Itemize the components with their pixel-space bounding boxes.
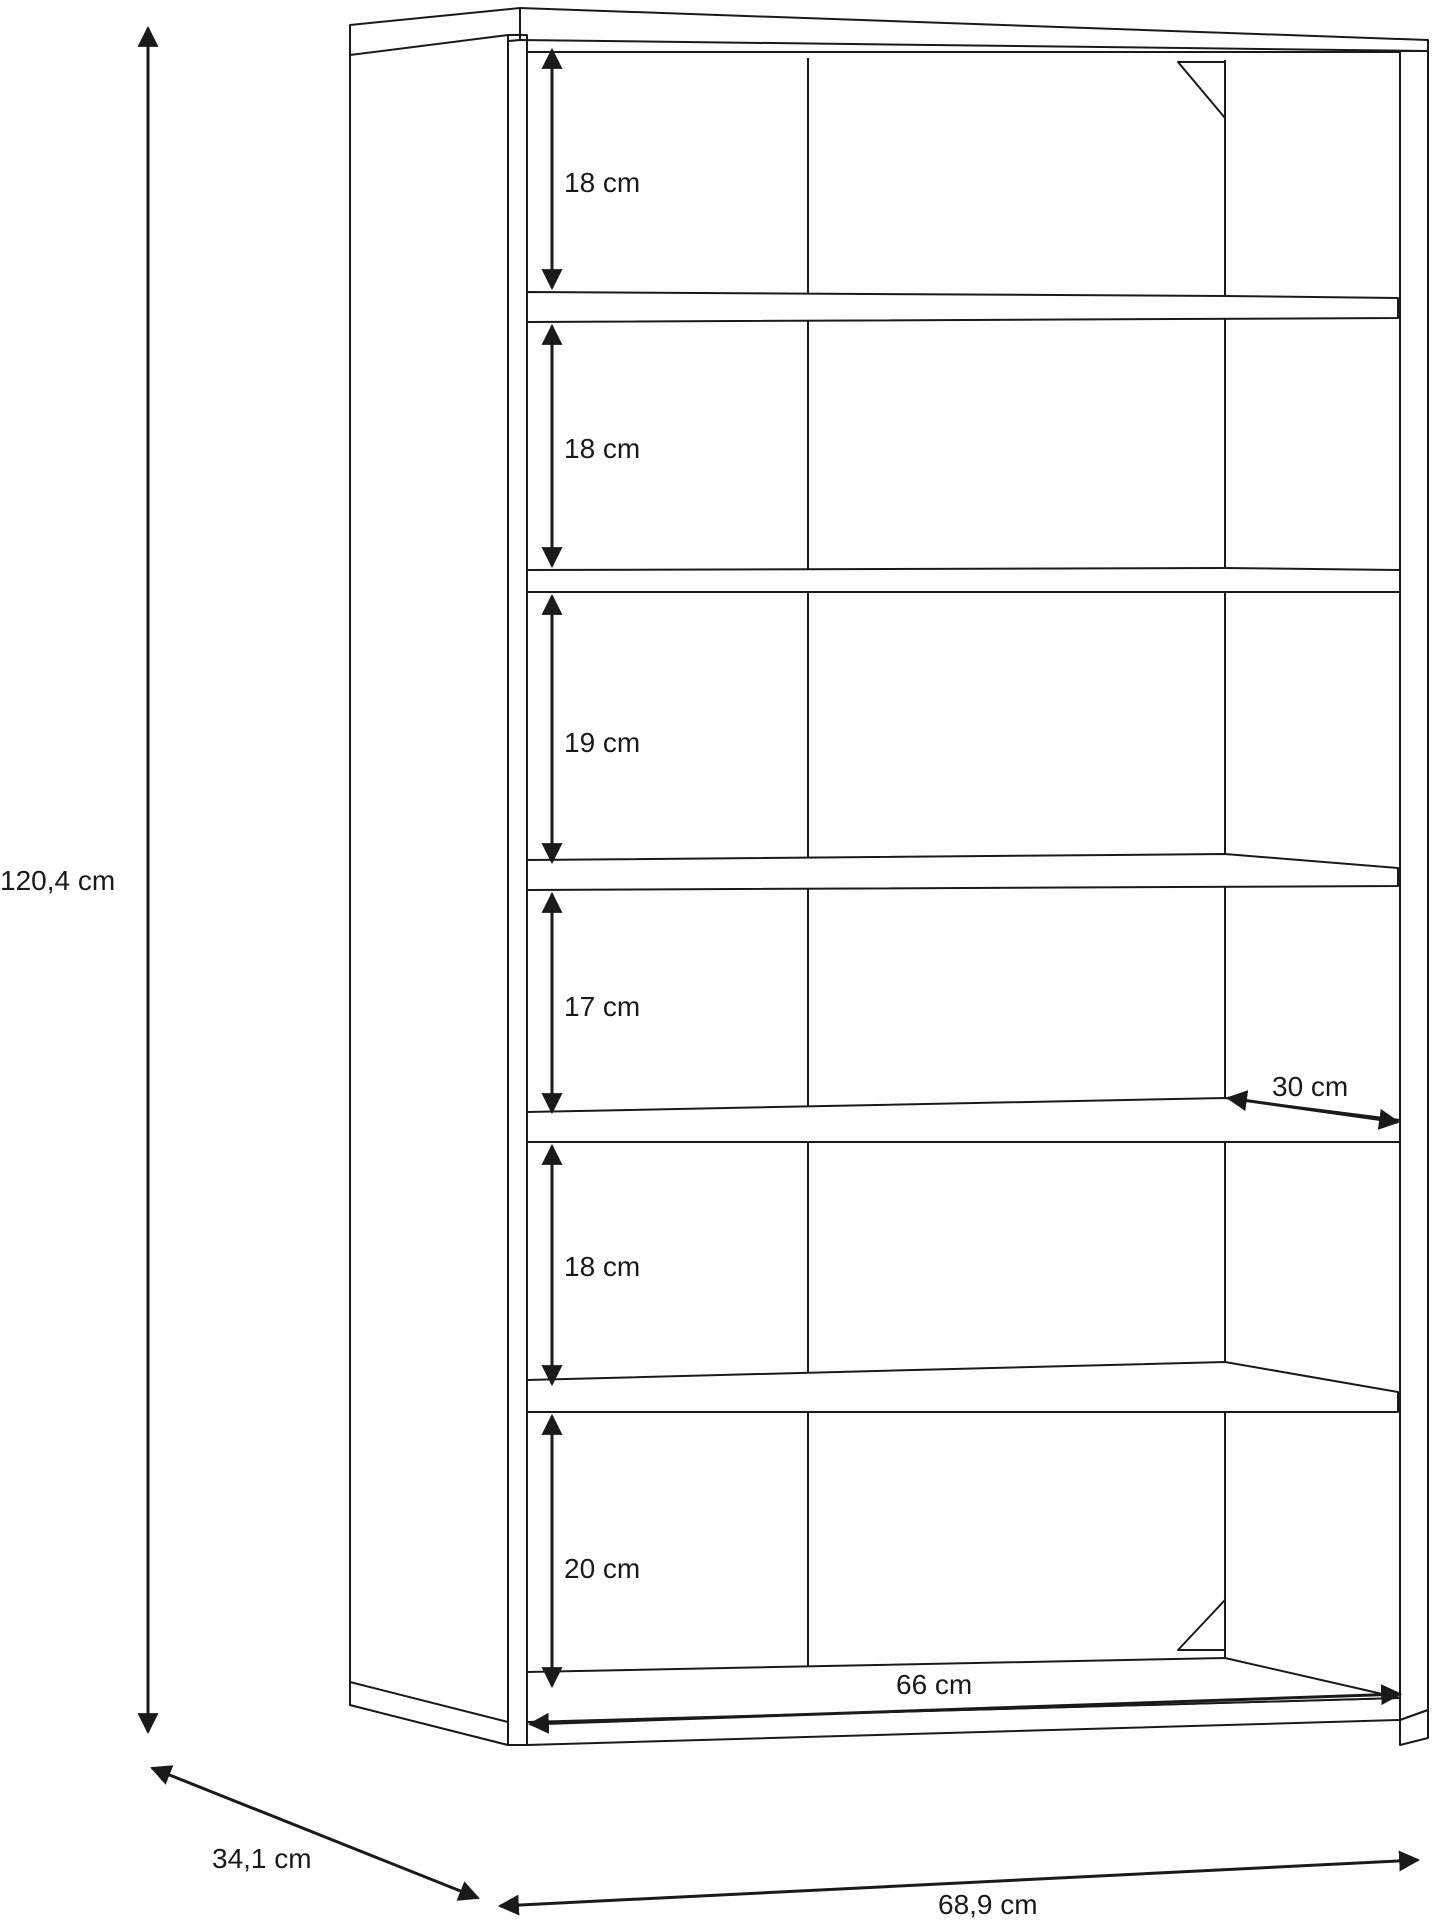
compartment-1-label: 18 cm [564,167,641,198]
total-height-label: 120,4 cm [0,865,116,896]
compartment-3-label: 19 cm [564,727,641,758]
top-panel [350,8,1428,55]
compartment-2-label: 18 cm [564,433,641,464]
shelf-1 [527,292,1398,322]
compartment-5-label: 18 cm [564,1251,641,1282]
right-side-panel [1400,51,1428,1720]
shelf-3 [527,854,1398,890]
compartment-6-label: 20 cm [564,1553,641,1584]
total-width-label: 68,9 cm [938,1889,1038,1920]
shelf-2 [527,568,1400,592]
left-side-front-edge [508,35,527,1745]
inner-width-label: 66 cm [896,1669,973,1700]
top-corner-bracket [1178,62,1225,118]
shelf-depth-label: 30 cm [1272,1071,1349,1102]
compartment-4-label: 17 cm [564,991,641,1022]
shelf-5 [527,1362,1398,1412]
total-depth-label: 34,1 cm [212,1843,312,1874]
total-depth-arrow [152,1768,478,1898]
bottom-corner-bracket [1178,1600,1225,1650]
left-side-panel [350,35,508,1745]
